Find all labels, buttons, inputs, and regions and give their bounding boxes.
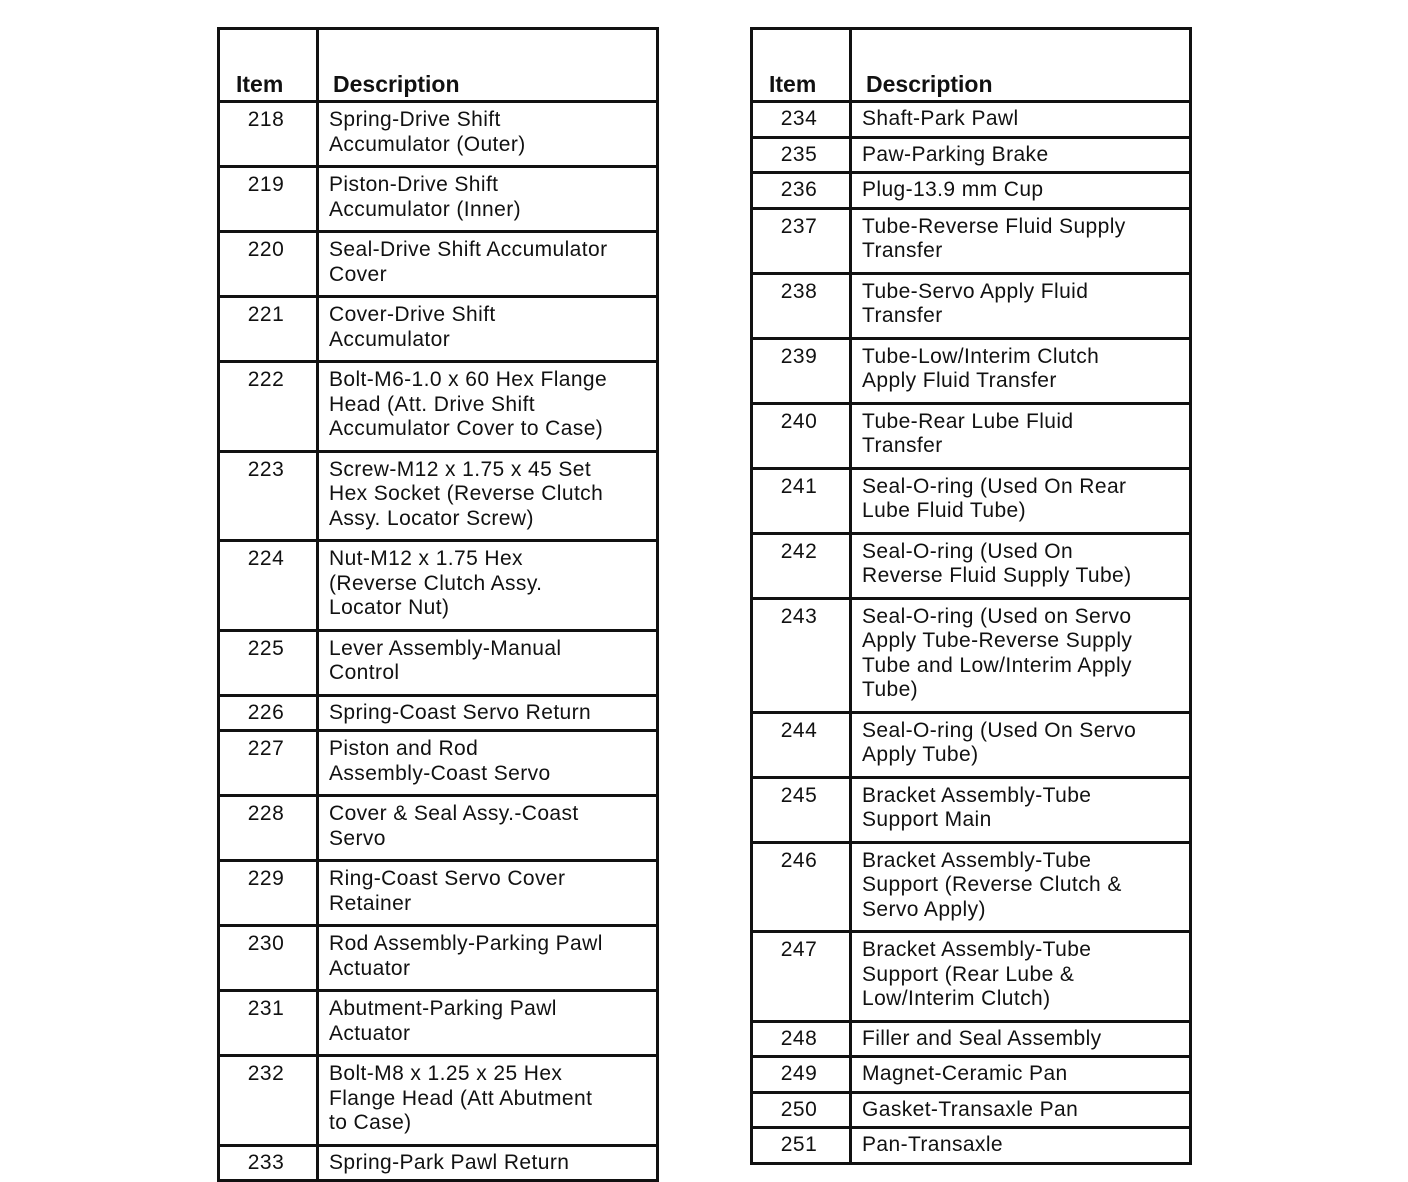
description-cell: Pan-Transaxle xyxy=(851,1128,1191,1164)
description-cell: Seal-Drive Shift Accumulator Cover xyxy=(318,232,658,297)
item-number-cell: 219 xyxy=(219,167,318,232)
table-row xyxy=(752,1057,1191,1093)
item-number-cell: 234 xyxy=(752,102,851,138)
description-cell: Bracket Assembly-Tube Support Main xyxy=(851,777,1191,842)
item-number-cell: 223 xyxy=(219,451,318,541)
description-cell: Tube-Low/Interim Clutch Apply Fluid Transfer xyxy=(851,338,1191,403)
item-number-cell: 242 xyxy=(752,533,851,598)
item-number-cell: 247 xyxy=(752,932,851,1022)
table-row xyxy=(219,232,658,297)
description-cell: Paw-Parking Brake xyxy=(851,137,1191,173)
item-number-cell: 251 xyxy=(752,1128,851,1164)
description-column-header: Description xyxy=(851,29,1191,102)
description-cell: Ring-Coast Servo Cover Retainer xyxy=(318,861,658,926)
description-cell: Spring-Drive Shift Accumulator (Outer) xyxy=(318,102,658,167)
table-row xyxy=(752,173,1191,209)
item-number-cell: 222 xyxy=(219,362,318,452)
item-number-cell: 221 xyxy=(219,297,318,362)
table-row xyxy=(752,137,1191,173)
table-header-row xyxy=(752,29,1191,102)
table-row xyxy=(752,598,1191,712)
item-number-cell: 233 xyxy=(219,1145,318,1181)
description-cell: Seal-O-ring (Used On Reverse Fluid Supply Tube) xyxy=(851,533,1191,598)
description-cell: Screw-M12 x 1.75 x 45 Set Hex Socket (Reverse Clutch Assy. Locator Screw) xyxy=(318,451,658,541)
item-column-header: Item xyxy=(752,29,851,102)
description-cell: Cover-Drive Shift Accumulator xyxy=(318,297,658,362)
item-number-cell: 218 xyxy=(219,102,318,167)
item-number-cell: 231 xyxy=(219,991,318,1056)
description-cell: Gasket-Transaxle Pan xyxy=(851,1092,1191,1128)
item-number-cell: 237 xyxy=(752,208,851,273)
table-row xyxy=(219,796,658,861)
description-cell: Seal-O-ring (Used On Rear Lube Fluid Tube) xyxy=(851,468,1191,533)
description-cell: Rod Assembly-Parking Pawl Actuator xyxy=(318,926,658,991)
description-cell: Seal-O-ring (Used On Servo Apply Tube) xyxy=(851,712,1191,777)
description-cell: Bracket Assembly-Tube Support (Rear Lube & Low/Interim Clutch) xyxy=(851,932,1191,1022)
item-number-cell: 245 xyxy=(752,777,851,842)
description-cell: Bracket Assembly-Tube Support (Reverse Clutch & Servo Apply) xyxy=(851,842,1191,932)
table-row xyxy=(219,541,658,631)
item-number-cell: 250 xyxy=(752,1092,851,1128)
item-number-cell: 238 xyxy=(752,273,851,338)
item-number-cell: 229 xyxy=(219,861,318,926)
description-cell: Lever Assembly-Manual Control xyxy=(318,630,658,695)
table-row xyxy=(752,712,1191,777)
item-number-cell: 236 xyxy=(752,173,851,209)
description-cell: Seal-O-ring (Used on Servo Apply Tube-Reverse Supply Tube and Low/Interim Apply Tube) xyxy=(851,598,1191,712)
description-cell: Spring-Park Pawl Return xyxy=(318,1145,658,1181)
description-cell: Piston-Drive Shift Accumulator (Inner) xyxy=(318,167,658,232)
item-number-cell: 240 xyxy=(752,403,851,468)
table-row xyxy=(219,926,658,991)
item-number-cell: 249 xyxy=(752,1057,851,1093)
description-column-header: Description xyxy=(318,29,658,102)
item-number-cell: 227 xyxy=(219,731,318,796)
table-row xyxy=(219,102,658,167)
description-cell: Piston and Rod Assembly-Coast Servo xyxy=(318,731,658,796)
table-row xyxy=(752,102,1191,138)
table-header-row xyxy=(219,29,658,102)
parts-table-right xyxy=(750,27,1192,1165)
table-row xyxy=(219,731,658,796)
item-column-header: Item xyxy=(219,29,318,102)
item-number-cell: 235 xyxy=(752,137,851,173)
table-row xyxy=(752,842,1191,932)
table-row xyxy=(752,208,1191,273)
table-row xyxy=(219,297,658,362)
item-number-cell: 244 xyxy=(752,712,851,777)
description-cell: Tube-Servo Apply Fluid Transfer xyxy=(851,273,1191,338)
item-number-cell: 225 xyxy=(219,630,318,695)
item-number-cell: 243 xyxy=(752,598,851,712)
table-row xyxy=(752,1128,1191,1164)
item-number-cell: 248 xyxy=(752,1021,851,1057)
description-cell: Shaft-Park Pawl xyxy=(851,102,1191,138)
parts-table-left xyxy=(217,27,659,1182)
table-row xyxy=(752,273,1191,338)
description-cell: Spring-Coast Servo Return xyxy=(318,695,658,731)
description-cell: Abutment-Parking Pawl Actuator xyxy=(318,991,658,1056)
table-row xyxy=(752,338,1191,403)
item-number-cell: 226 xyxy=(219,695,318,731)
table-row xyxy=(219,695,658,731)
item-number-cell: 246 xyxy=(752,842,851,932)
description-cell: Tube-Reverse Fluid Supply Transfer xyxy=(851,208,1191,273)
table-row xyxy=(219,451,658,541)
table-row xyxy=(752,932,1191,1022)
table-row xyxy=(752,533,1191,598)
table-row xyxy=(219,167,658,232)
description-cell: Bolt-M6-1.0 x 60 Hex Flange Head (Att. Drive Shift Accumulator Cover to Case) xyxy=(318,362,658,452)
table-row xyxy=(219,991,658,1056)
item-number-cell: 241 xyxy=(752,468,851,533)
table-row xyxy=(219,1056,658,1146)
item-number-cell: 228 xyxy=(219,796,318,861)
description-cell: Nut-M12 x 1.75 Hex (Reverse Clutch Assy. Locator Nut) xyxy=(318,541,658,631)
item-number-cell: 239 xyxy=(752,338,851,403)
description-cell: Cover & Seal Assy.-Coast Servo xyxy=(318,796,658,861)
description-cell: Filler and Seal Assembly xyxy=(851,1021,1191,1057)
item-number-cell: 232 xyxy=(219,1056,318,1146)
table-row xyxy=(752,777,1191,842)
item-number-cell: 230 xyxy=(219,926,318,991)
description-cell: Tube-Rear Lube Fluid Transfer xyxy=(851,403,1191,468)
description-cell: Plug-13.9 mm Cup xyxy=(851,173,1191,209)
table-row xyxy=(752,1092,1191,1128)
table-row xyxy=(219,1145,658,1181)
item-number-cell: 224 xyxy=(219,541,318,631)
description-cell: Magnet-Ceramic Pan xyxy=(851,1057,1191,1093)
table-row xyxy=(752,403,1191,468)
table-row xyxy=(219,630,658,695)
description-cell: Bolt-M8 x 1.25 x 25 Hex Flange Head (Att Abutment to Case) xyxy=(318,1056,658,1146)
item-number-cell: 220 xyxy=(219,232,318,297)
table-row xyxy=(752,1021,1191,1057)
table-row xyxy=(219,861,658,926)
table-row xyxy=(752,468,1191,533)
table-row xyxy=(219,362,658,452)
